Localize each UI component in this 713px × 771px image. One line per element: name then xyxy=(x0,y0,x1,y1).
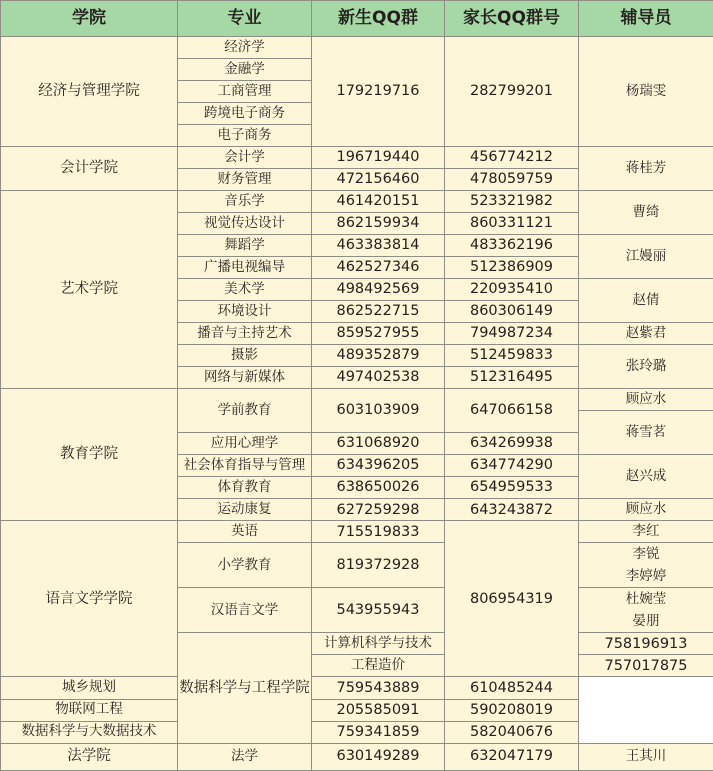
parent-qq-cell: 647066158 xyxy=(445,389,579,433)
tutor-cell: 王其川 xyxy=(579,743,713,770)
table-row xyxy=(1,147,713,169)
tutor-cell: 赵倩 xyxy=(579,279,713,323)
header-row xyxy=(1,1,713,37)
major-cell: 金融学 xyxy=(178,59,312,81)
student-qq-cell: 715519833 xyxy=(312,521,445,543)
parent-qq-cell: 860306149 xyxy=(445,301,579,323)
major-cell: 环境设计 xyxy=(178,301,312,323)
student-qq-cell: 759543889 xyxy=(312,677,445,699)
parent-qq-cell: 478059759 xyxy=(445,169,579,191)
major-cell: 社会体育指导与管理 xyxy=(178,455,312,477)
table-row xyxy=(1,721,713,743)
student-qq-cell: 497402538 xyxy=(312,367,445,389)
tutor-name: 李锐 xyxy=(632,546,660,563)
major-cell: 跨境电子商务 xyxy=(178,103,312,125)
student-qq-cell: 463383814 xyxy=(312,235,445,257)
student-qq-cell: 196719440 xyxy=(312,147,445,169)
table-row xyxy=(1,191,713,213)
major-cell: 英语 xyxy=(178,521,312,543)
major-cell: 体育教育 xyxy=(178,477,312,499)
header-college: 学院 xyxy=(1,1,178,37)
parent-qq-cell: 806954319 xyxy=(445,521,579,677)
major-cell: 会计学 xyxy=(178,147,312,169)
student-qq-cell: 498492569 xyxy=(312,279,445,301)
major-cell: 学前教育 xyxy=(178,389,312,433)
tutor-name: 晏朋 xyxy=(632,613,660,630)
major-cell: 应用心理学 xyxy=(178,433,312,455)
student-qq-cell: 759341859 xyxy=(312,721,445,743)
major-cell: 城乡规划 xyxy=(1,677,178,699)
major-cell: 工程造价 xyxy=(312,655,445,677)
table-row xyxy=(1,677,713,699)
student-qq-cell: 627259298 xyxy=(312,499,445,521)
table-row xyxy=(1,521,713,543)
college-cell: 法学院 xyxy=(1,743,178,770)
major-cell: 播音与主持艺术 xyxy=(178,323,312,345)
tutor-cell: 赵兴成 xyxy=(579,455,713,499)
header-tutor: 辅导员 xyxy=(579,1,713,37)
major-cell: 运动康复 xyxy=(178,499,312,521)
parent-qq-cell: 860331121 xyxy=(445,213,579,235)
parent-qq-cell: 523321982 xyxy=(445,191,579,213)
tutor-cell xyxy=(579,543,713,588)
student-qq-cell: 758196913 xyxy=(579,633,713,655)
parent-qq-cell: 512386909 xyxy=(445,257,579,279)
college-cell: 会计学院 xyxy=(1,147,178,191)
major-cell: 财务管理 xyxy=(178,169,312,191)
major-cell: 舞蹈学 xyxy=(178,235,312,257)
parent-qq-cell: 610485244 xyxy=(445,677,579,699)
student-qq-cell: 461420151 xyxy=(312,191,445,213)
tutor-cell: 顾应水 xyxy=(579,499,713,521)
tutor-cell: 赵紫君 xyxy=(579,323,713,345)
student-qq-cell: 205585091 xyxy=(312,699,445,721)
college-cell: 艺术学院 xyxy=(1,191,178,389)
student-qq-cell: 631068920 xyxy=(312,433,445,455)
tutor-cell: 蒋桂芳 xyxy=(579,147,713,191)
table-row xyxy=(1,743,713,770)
major-cell: 音乐学 xyxy=(178,191,312,213)
tutor-name: 杜婉莹 xyxy=(625,591,667,608)
parent-qq-cell: 512316495 xyxy=(445,367,579,389)
tutor-cell: 江嫚丽 xyxy=(579,235,713,279)
major-cell: 电子商务 xyxy=(178,125,312,147)
student-qq-cell: 859527955 xyxy=(312,323,445,345)
table-row xyxy=(1,37,713,59)
student-qq-cell: 819372928 xyxy=(312,543,445,588)
tutor-cell xyxy=(579,588,713,633)
major-cell: 广播电视编导 xyxy=(178,257,312,279)
major-cell: 经济学 xyxy=(178,37,312,59)
major-cell: 小学教育 xyxy=(178,543,312,588)
parent-qq-cell: 220935410 xyxy=(445,279,579,301)
major-cell: 工商管理 xyxy=(178,81,312,103)
table-row xyxy=(1,699,713,721)
college-cell: 数据科学与工程学院 xyxy=(178,633,312,743)
major-cell: 物联网工程 xyxy=(1,699,178,721)
major-cell: 摄影 xyxy=(178,345,312,367)
table-row xyxy=(1,389,713,411)
header-student-qq: 新生QQ群 xyxy=(312,1,445,37)
tutor-name: 李婷婷 xyxy=(625,568,667,585)
student-qq-cell: 634396205 xyxy=(312,455,445,477)
student-qq-cell: 862159934 xyxy=(312,213,445,235)
parent-qq-cell: 654959533 xyxy=(445,477,579,499)
student-qq-cell: 603103909 xyxy=(312,389,445,433)
parent-qq-cell: 590208019 xyxy=(445,699,579,721)
parent-qq-cell: 634774290 xyxy=(445,455,579,477)
student-qq-cell: 472156460 xyxy=(312,169,445,191)
major-cell: 数据科学与大数据技术 xyxy=(1,721,178,743)
student-qq-cell: 462527346 xyxy=(312,257,445,279)
major-cell: 汉语言文学 xyxy=(178,588,312,633)
major-cell: 视觉传达设计 xyxy=(178,213,312,235)
parent-qq-cell: 643243872 xyxy=(445,499,579,521)
tutor-cell: 杨瑞雯 xyxy=(579,37,713,147)
major-cell: 计算机科学与技术 xyxy=(312,633,445,655)
parent-qq-cell: 456774212 xyxy=(445,147,579,169)
major-cell: 美术学 xyxy=(178,279,312,301)
parent-qq-cell: 282799201 xyxy=(445,37,579,147)
tutor-cell: 顾应水 xyxy=(579,389,713,411)
major-cell: 网络与新媒体 xyxy=(178,367,312,389)
tutor-cell: 曹绮 xyxy=(579,191,713,235)
header-parent-qq: 家长QQ群号 xyxy=(445,1,579,37)
student-qq-cell: 630149289 xyxy=(312,743,445,770)
parent-qq-cell: 512459833 xyxy=(445,345,579,367)
tutor-cell: 李红 xyxy=(579,521,713,543)
student-qq-cell: 862522715 xyxy=(312,301,445,323)
parent-qq-cell: 632047179 xyxy=(445,743,579,770)
tutor-cell: 张玲璐 xyxy=(579,345,713,389)
tutor-cell: 蒋雪茗 xyxy=(579,411,713,455)
parent-qq-cell: 483362196 xyxy=(445,235,579,257)
student-qq-cell: 489352879 xyxy=(312,345,445,367)
college-cell: 教育学院 xyxy=(1,389,178,521)
student-qq-cell: 543955943 xyxy=(312,588,445,633)
college-cell: 语言文学学院 xyxy=(1,521,178,677)
parent-qq-cell: 794987234 xyxy=(445,323,579,345)
parent-qq-cell: 582040676 xyxy=(445,721,579,743)
major-cell: 法学 xyxy=(178,743,312,770)
student-qq-cell: 179219716 xyxy=(312,37,445,147)
parent-qq-cell: 634269938 xyxy=(445,433,579,455)
student-qq-cell: 638650026 xyxy=(312,477,445,499)
header-major: 专业 xyxy=(178,1,312,37)
student-qq-cell: 757017875 xyxy=(579,655,713,677)
college-cell: 经济与管理学院 xyxy=(1,37,178,147)
